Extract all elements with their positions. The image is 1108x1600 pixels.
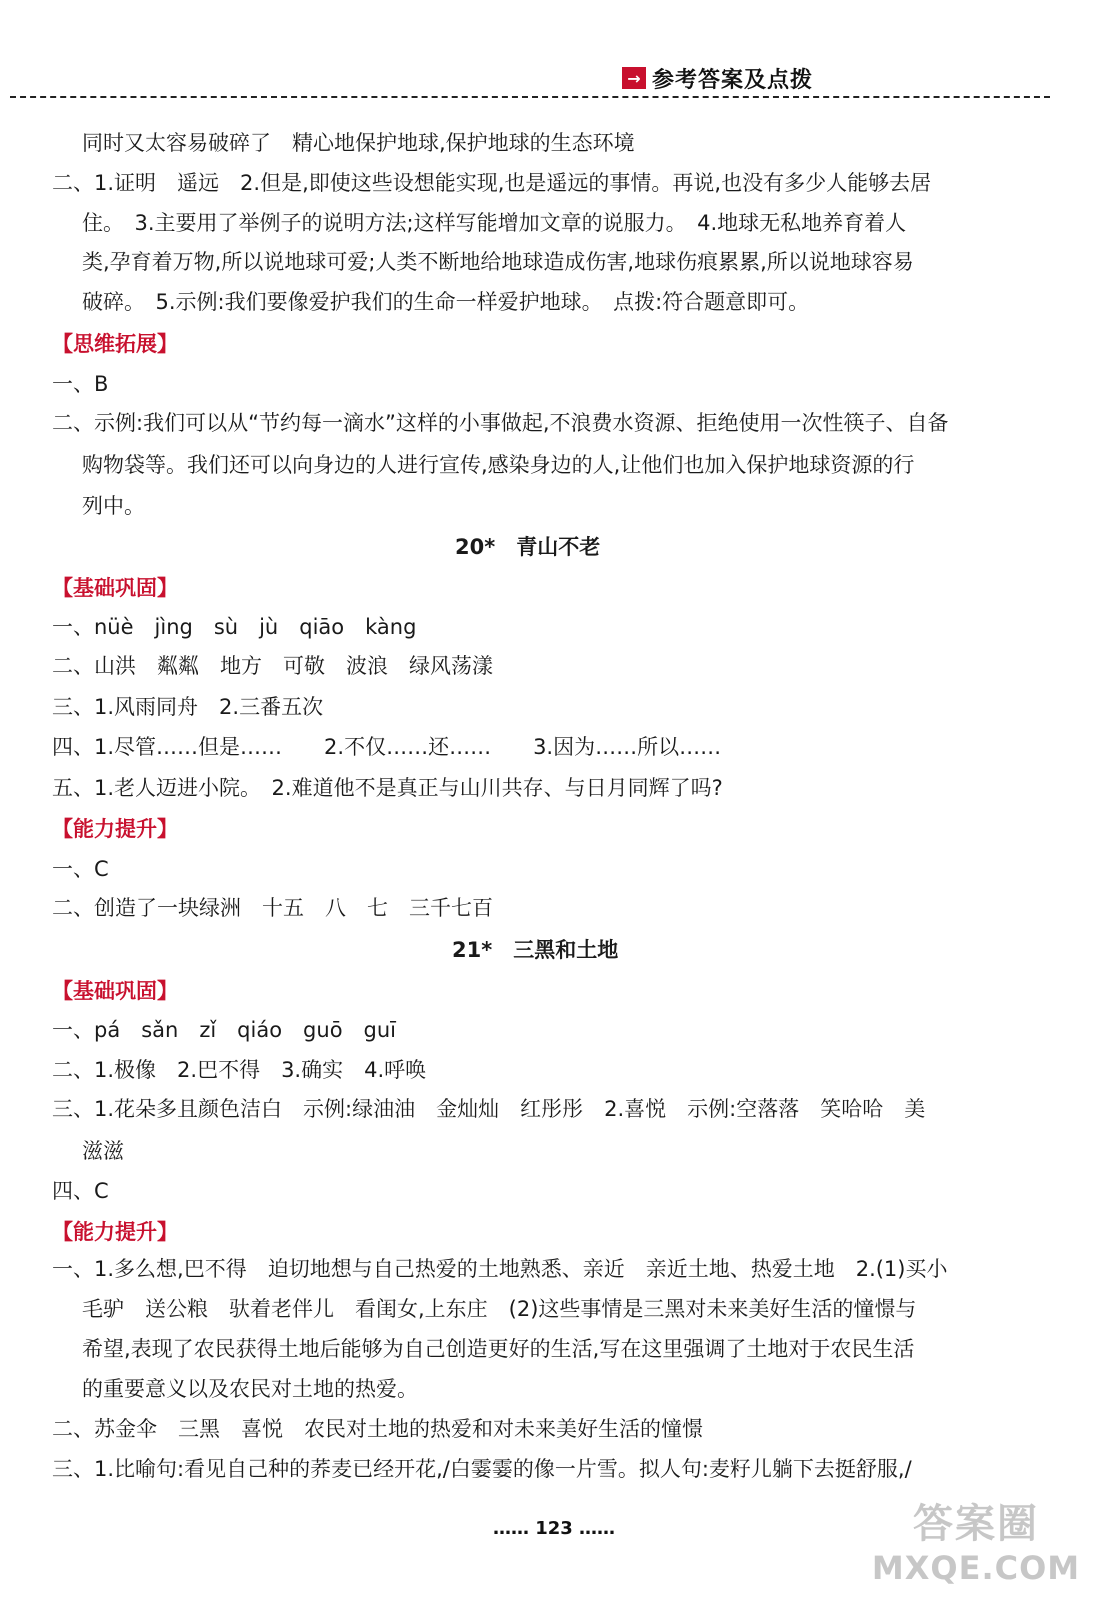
answer-line: 二、创造了一块绿洲 十五 八 七 三千七百 bbox=[52, 896, 493, 920]
answer-line: 类,孕育着万物,所以说地球可爱;人类不断地给地球造成伤害,地球伤痕累累,所以说地球容易 bbox=[82, 250, 914, 274]
answer-line: 破碎。 5.示例:我们要像爱护我们的生命一样爱护地球。 点拨:符合题意即可。 bbox=[82, 290, 810, 314]
answer-line: 同时又太容易破碎了 精心地保护地球,保护地球的生态环境 bbox=[82, 131, 635, 155]
answer-line: 三、1.花朵多且颜色洁白 示例:绿油油 金灿灿 红彤彤 2.喜悦 示例:空落落 笑哈哈 美 bbox=[52, 1097, 926, 1121]
header-title: 参考答案及点拨 bbox=[652, 67, 814, 93]
answer-line: 住。 3.主要用了举例子的说明方法;这样写能增加文章的说服力。 4.地球无私地养育着人 bbox=[82, 211, 907, 235]
watermark-text: 答案圈 bbox=[913, 1501, 1039, 1547]
answer-line: 二、苏金伞 三黑 喜悦 农民对土地的热爱和对未来美好生活的憧憬 bbox=[52, 1417, 703, 1441]
answer-line: 三、1.风雨同舟 2.三番五次 bbox=[52, 695, 324, 719]
answer-line: 四、C bbox=[52, 1179, 109, 1203]
answer-line: 三、1.比喻句:看见自己种的荞麦已经开花,/白霎霎的像一片雪。拟人句:麦籽儿躺下去挺舒服,/ bbox=[52, 1457, 912, 1481]
answer-line: 一、C bbox=[52, 857, 109, 881]
answer-line: 一、pá sǎn zǐ qiáo guō guī bbox=[52, 1018, 397, 1042]
section-heading: 【能力提升】 bbox=[52, 817, 178, 841]
arrow-icon: → bbox=[622, 67, 646, 89]
answer-line: 二、山洪 粼粼 地方 可敬 波浪 绿风荡漾 bbox=[52, 654, 493, 678]
lesson-title: 21* 三黑和土地 bbox=[452, 938, 619, 962]
answer-line: 一、B bbox=[52, 372, 109, 396]
answer-line: 一、nüè jìng sù jù qiāo kàng bbox=[52, 615, 417, 639]
answer-line: 毛驴 送公粮 驮着老伴儿 看闺女,上东庄 (2)这些事情是三黑对未来美好生活的憧憬与 bbox=[82, 1297, 917, 1321]
answer-line: 列中。 bbox=[82, 494, 145, 518]
answer-line: 二、1.证明 遥远 2.但是,即使这些设想能实现,也是遥远的事情。再说,也没有多少人能够去居 bbox=[52, 171, 932, 195]
header-divider bbox=[10, 96, 1050, 98]
answer-line: 希望,表现了农民获得土地后能够为自己创造更好的生活,写在这里强调了土地对于农民生活 bbox=[82, 1337, 915, 1361]
answer-line: 一、1.多么想,巴不得 迫切地想与自己热爱的土地熟悉、亲近 亲近土地、热爱土地 2.(1)买小 bbox=[52, 1257, 948, 1281]
answer-line: 购物袋等。我们还可以向身边的人进行宣传,感染身边的人,让他们也加入保护地球资源的行 bbox=[82, 453, 915, 477]
page-header bbox=[622, 62, 813, 94]
answer-line: 二、示例:我们可以从“节约每一滴水”这样的小事做起,不浪费水资源、拒绝使用一次性筷子、自备 bbox=[52, 411, 949, 435]
section-heading: 【基础巩固】 bbox=[52, 576, 178, 600]
page-number: …… 123 …… bbox=[492, 1518, 616, 1539]
lesson-title: 20* 青山不老 bbox=[455, 535, 601, 559]
answer-line: 的重要意义以及农民对土地的热爱。 bbox=[82, 1377, 418, 1401]
answer-line: 二、1.极像 2.巴不得 3.确实 4.呼唤 bbox=[52, 1058, 427, 1082]
answer-line: 五、1.老人迈进小院。 2.难道他不是真正与山川共存、与日月同辉了吗? bbox=[52, 776, 723, 800]
watermark-url: MXQE.COM bbox=[871, 1549, 1081, 1587]
answer-line: 滋滋 bbox=[82, 1139, 124, 1163]
section-heading: 【能力提升】 bbox=[52, 1220, 178, 1244]
section-heading: 【基础巩固】 bbox=[52, 979, 178, 1003]
watermark-logo bbox=[860, 1500, 1092, 1596]
section-heading: 【思维拓展】 bbox=[52, 332, 178, 356]
answer-line: 四、1.尽管……但是…… 2.不仅……还…… 3.因为……所以…… bbox=[52, 735, 722, 759]
